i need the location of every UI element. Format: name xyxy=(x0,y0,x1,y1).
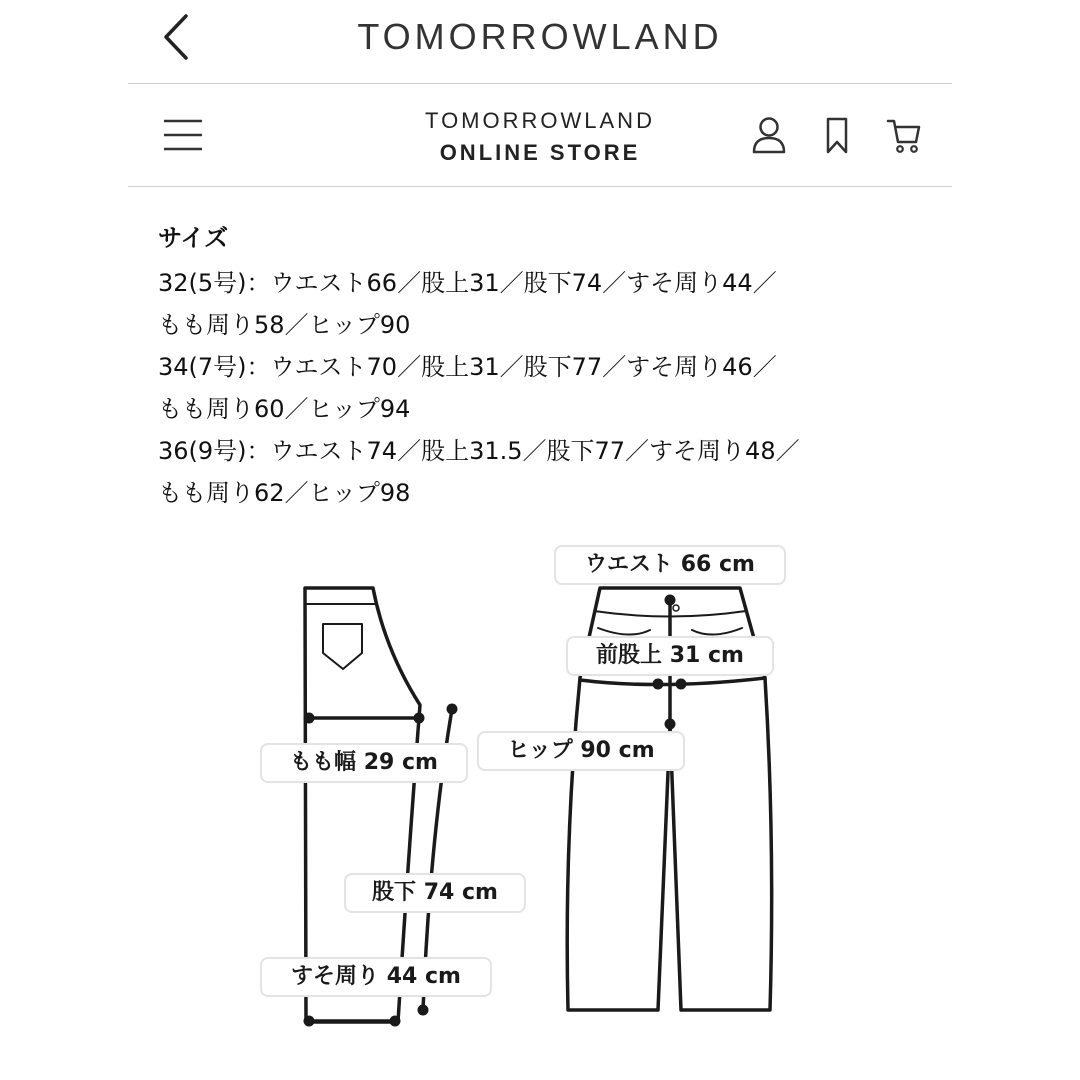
waist-label: ウエスト 66 cm xyxy=(554,545,786,585)
spec-line: もも周り58／ヒップ90 xyxy=(158,311,411,339)
page-title: TOMORROWLAND xyxy=(357,16,723,57)
spec-line: もも周り60／ヒップ94 xyxy=(158,395,411,423)
inseam-label: 股下 74 cm xyxy=(344,873,526,913)
spec-title: サイズ xyxy=(158,224,229,252)
right-pocket xyxy=(692,628,742,635)
spec-line: 36(9号)：ウエスト74／股上31.5／股下77／すそ周り48／ xyxy=(158,437,800,465)
spec-line: もも周り62／ヒップ98 xyxy=(158,479,411,507)
thigh-label: もも幅 29 cm xyxy=(260,743,468,783)
front-rise-label: 前股上 31 cm xyxy=(566,636,774,676)
back-pocket xyxy=(323,624,362,669)
logo-line1: TOMORROWLAND xyxy=(425,108,655,133)
hip-label: ヒップ 90 cm xyxy=(477,731,685,771)
spec-line: 32(5号)：ウエスト66／股上31／股下74／すそ周り44／ xyxy=(158,269,777,297)
spec-line: 34(7号)：ウエスト70／股上31／股下77／すそ周り46／ xyxy=(158,353,777,381)
logo-line2: ONLINE STORE xyxy=(439,140,641,165)
hem-label: すそ周り 44 cm xyxy=(260,957,492,997)
left-pocket xyxy=(598,628,650,635)
hip-measure-line xyxy=(580,678,765,685)
